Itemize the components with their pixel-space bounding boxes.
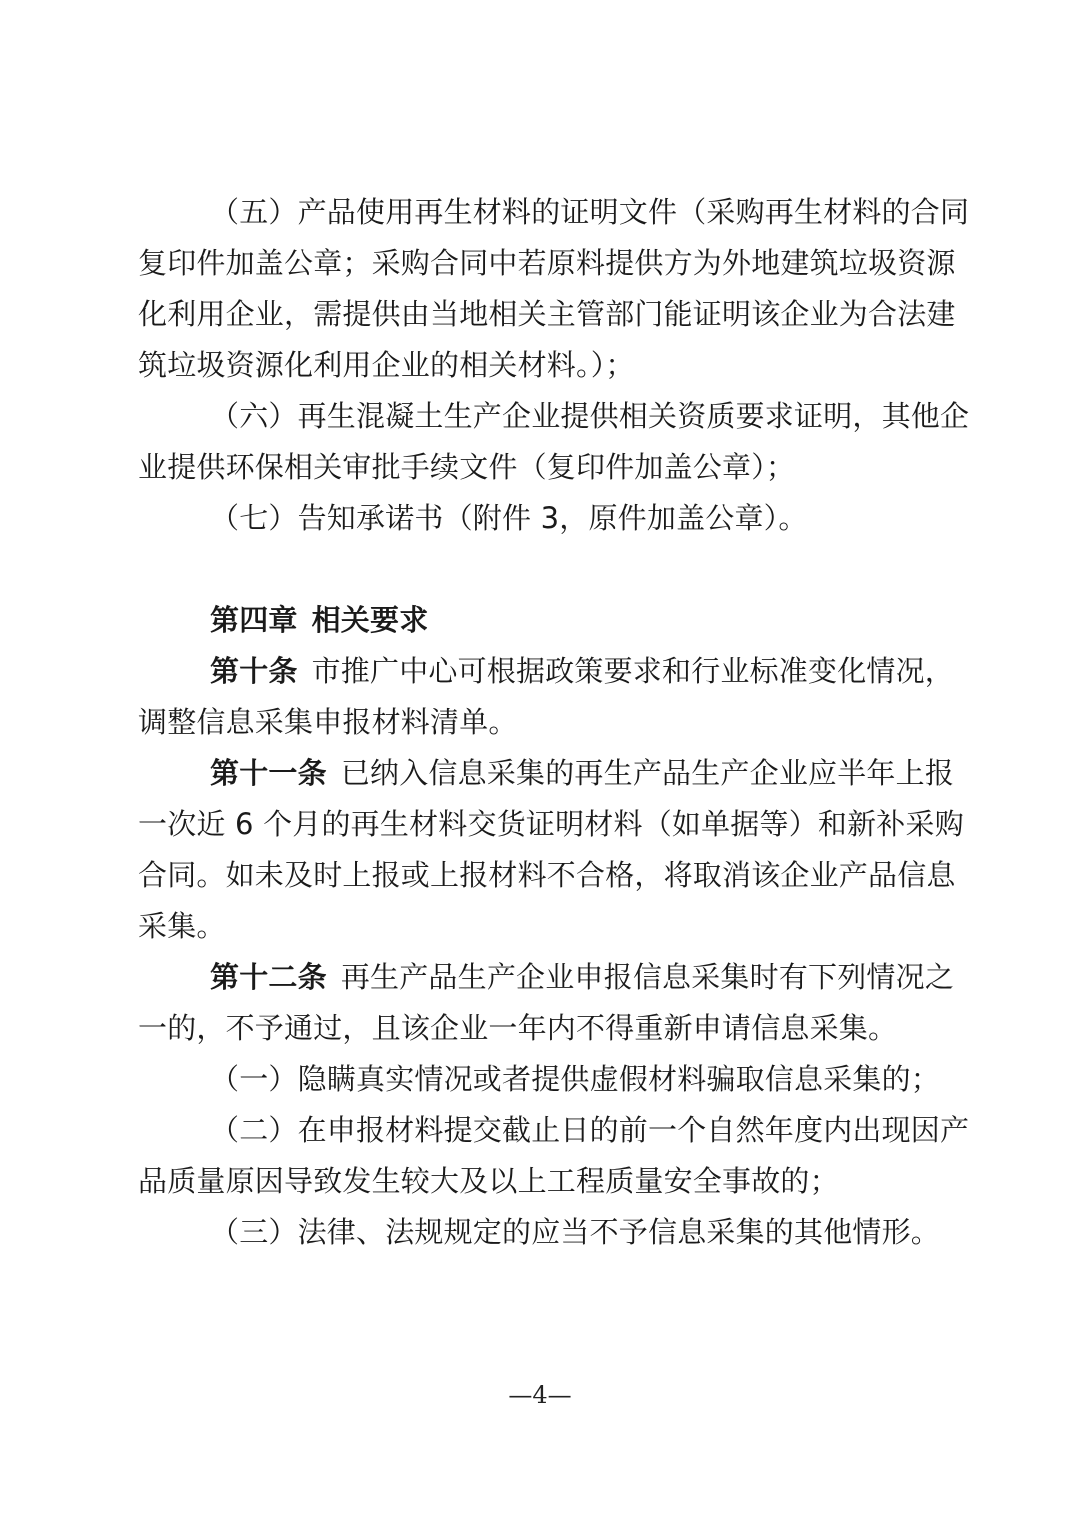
document-body xyxy=(138,187,970,1258)
section-five-line-4: 筑垃圾资源化利用企业的相关材料。）； xyxy=(138,348,635,382)
article-twelve-text: 再生产品生产企业申报信息采集时有下列情况之 xyxy=(340,960,955,994)
section-five-line-3: 化利用企业，需提供由当地相关主管部门能证明该企业为合法建 xyxy=(138,297,956,331)
article-eleven-text: 已纳入信息采集的再生产品生产企业应半年上报 xyxy=(340,756,955,790)
section-five-line-2: 复印件加盖公章；采购合同中若原料提供方为外地建筑垃圾资源 xyxy=(138,246,956,280)
chapter-title: 相关要求 xyxy=(311,603,429,637)
article-twelve-label: 第十二条 xyxy=(210,960,327,994)
article-eleven-line-2: 一次近 6 个月的再生材料交货证明材料（如单据等）和新补采购 xyxy=(138,807,964,841)
article-twelve-item-2-line-2: 品质量原因导致发生较大及以上工程质量安全事故的； xyxy=(138,1164,839,1198)
article-twelve-line-1 xyxy=(138,952,955,1003)
chapter-heading xyxy=(138,595,950,646)
article-eleven-line-4: 采集。 xyxy=(138,909,226,943)
section-six-line-2: 业提供环保相关审批手续文件（复印件加盖公章）； xyxy=(138,450,796,484)
article-ten-label: 第十条 xyxy=(210,654,298,688)
article-eleven-line-3: 合同。如未及时上报或上报材料不合格，将取消该企业产品信息 xyxy=(138,858,956,892)
section-gap xyxy=(138,544,950,595)
article-twelve-line-2: 一的，不予通过，且该企业一年内不得重新申请信息采集。 xyxy=(138,1011,898,1045)
section-seven-line-1: （七）告知承诺书（附件 3，原件加盖公章）。 xyxy=(210,501,808,535)
article-ten-line-1 xyxy=(138,646,955,697)
article-twelve-item-3: （三）法律、法规规定的应当不予信息采集的其他情形。 xyxy=(210,1215,941,1249)
section-five-line-1: （五）产品使用再生材料的证明文件（采购再生材料的合同 xyxy=(210,195,970,229)
chapter-label: 第四章 xyxy=(210,603,298,637)
article-twelve-item-1: （一）隐瞒真实情况或者提供虚假材料骗取信息采集的； xyxy=(210,1062,941,1096)
article-ten-line-2: 调整信息采集申报材料清单。 xyxy=(138,705,518,739)
article-ten-text: 市推广中心可根据政策要求和行业标准变化情况， xyxy=(311,654,955,688)
article-eleven-line-1 xyxy=(138,748,955,799)
section-six-line-1: （六）再生混凝土生产企业提供相关资质要求证明，其他企 xyxy=(210,399,970,433)
article-twelve-item-2-line-1: （二）在申报材料提交截止日的前一个自然年度内出现因产 xyxy=(210,1113,970,1147)
page-number: —4— xyxy=(508,1381,572,1409)
article-eleven-label: 第十一条 xyxy=(210,756,327,790)
